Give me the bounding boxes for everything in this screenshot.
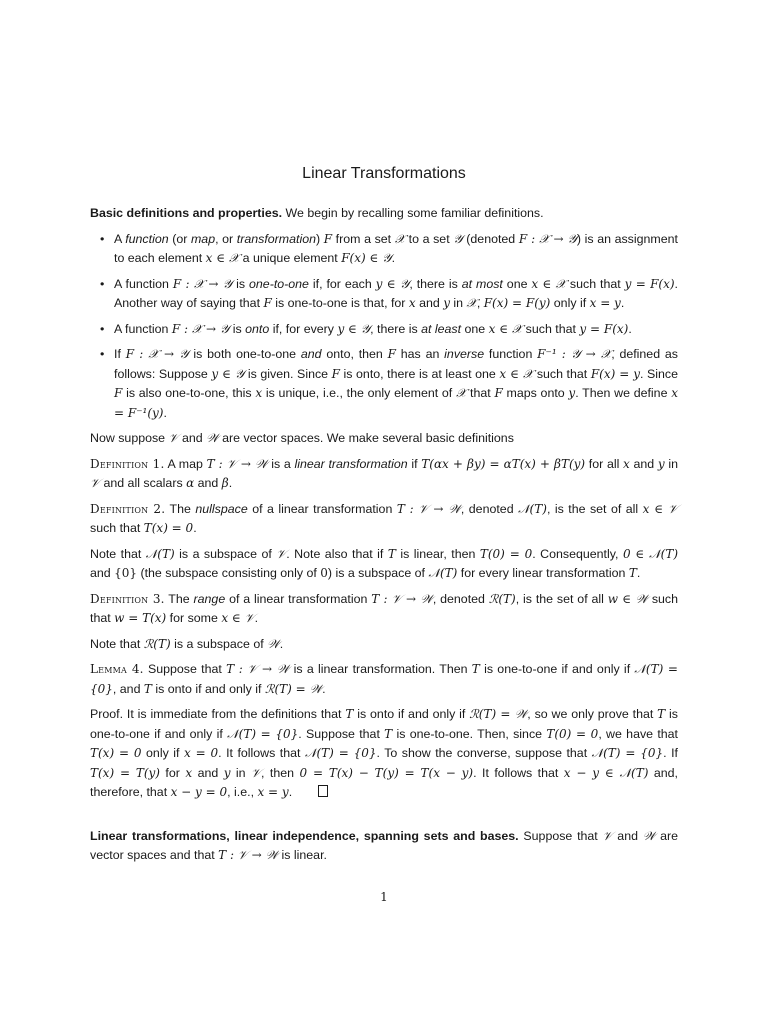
math: x = F⁻¹(y) bbox=[114, 386, 678, 420]
text: , denoted bbox=[460, 501, 519, 516]
text: . bbox=[322, 681, 326, 696]
math: x ∈ 𝒳 bbox=[531, 276, 566, 291]
math: F bbox=[323, 231, 333, 246]
text: only if bbox=[141, 746, 184, 760]
text: Note that bbox=[90, 636, 144, 651]
math: 𝒱 bbox=[251, 765, 262, 780]
text: is onto if and only if bbox=[353, 707, 470, 721]
text: is one-to-one. Then, since bbox=[392, 726, 547, 741]
text: . Another way of saying that bbox=[114, 276, 678, 310]
defined-term: range bbox=[193, 591, 226, 606]
math: 𝒲 bbox=[642, 828, 656, 843]
math: 𝒳 bbox=[394, 231, 406, 246]
math: T : 𝒱 → 𝒲 bbox=[396, 501, 461, 516]
bullet-marker: • bbox=[100, 276, 105, 291]
math: x − y = 0 bbox=[170, 785, 228, 799]
math: ℛ(T) bbox=[143, 636, 171, 651]
math: F bbox=[114, 386, 123, 400]
math: T : 𝒱 → 𝒲 bbox=[371, 591, 433, 606]
text: . Suppose that bbox=[298, 726, 385, 741]
math: x bbox=[185, 765, 193, 780]
math: T(0) = 0 bbox=[546, 726, 599, 741]
math: 𝒩(T) = {0} bbox=[591, 746, 664, 760]
math: T : 𝒱 → 𝒲 bbox=[218, 848, 279, 862]
emphasis: inverse bbox=[444, 347, 485, 361]
math: 𝒩(T) = {0} bbox=[227, 726, 299, 741]
note-range bbox=[90, 635, 678, 655]
text: . Since bbox=[640, 366, 679, 381]
math: y = F(x) bbox=[624, 276, 675, 291]
text: (the subspace consisting only of bbox=[137, 566, 321, 580]
text: and bbox=[194, 476, 222, 490]
text: A function bbox=[114, 321, 172, 336]
text: Suppose that bbox=[518, 828, 603, 843]
text: Note that bbox=[90, 546, 146, 561]
math: T bbox=[471, 662, 480, 676]
text: if bbox=[407, 456, 422, 471]
definition-3 bbox=[90, 590, 678, 629]
text: is onto, there is at least one bbox=[339, 366, 500, 381]
text: . bbox=[254, 611, 259, 625]
math: F bbox=[494, 386, 503, 400]
math: F(x) ∈ 𝒴 bbox=[341, 251, 392, 265]
text: is unique, i.e., the only element of bbox=[262, 386, 456, 400]
text: of a linear transformation bbox=[247, 501, 397, 516]
text: , then bbox=[261, 765, 300, 780]
text: if, for every bbox=[269, 321, 338, 336]
document-page bbox=[90, 0, 678, 1024]
text: A function bbox=[114, 276, 173, 291]
bullet-inverse-definition bbox=[100, 345, 679, 423]
math: x = 0 bbox=[183, 746, 219, 760]
math: 0 ∈ 𝒩(T) bbox=[622, 546, 679, 561]
text: is a bbox=[267, 456, 295, 471]
math: T bbox=[657, 707, 666, 721]
section-heading-linear-independence: Linear transformations, linear independence, spanning sets and bases. bbox=[90, 828, 519, 843]
math: T bbox=[143, 681, 152, 696]
text: only if bbox=[550, 296, 590, 310]
math: x ∈ 𝒱 bbox=[642, 501, 678, 516]
text: . Consequently, bbox=[532, 546, 623, 561]
text: one bbox=[502, 276, 532, 291]
page-number: 1 bbox=[380, 890, 388, 904]
text: If bbox=[114, 347, 126, 361]
math: α bbox=[186, 476, 195, 490]
text: . If bbox=[663, 746, 678, 760]
defined-term: nullspace bbox=[195, 501, 248, 516]
defined-term: linear transformation bbox=[294, 456, 408, 471]
math: 𝒱 bbox=[90, 476, 100, 490]
qed-square-icon bbox=[318, 785, 328, 797]
bullet-marker: • bbox=[100, 347, 105, 361]
definition-2 bbox=[90, 500, 678, 539]
math: T(αx + βy) = αT(x) + βT(y) bbox=[421, 456, 586, 471]
math: 𝒲 bbox=[267, 636, 280, 651]
math: y = F(x) bbox=[579, 321, 629, 336]
section-heading-basic-definitions: Basic definitions and properties. bbox=[90, 206, 283, 220]
bullet-marker: • bbox=[100, 321, 105, 336]
section-basic-definitions-intro bbox=[90, 204, 678, 224]
math: x bbox=[255, 386, 263, 400]
math: F : 𝒳 → 𝒴 bbox=[172, 276, 233, 291]
math: x ∈ 𝒳 bbox=[205, 251, 240, 265]
text: The bbox=[165, 501, 196, 516]
text: in bbox=[449, 296, 467, 310]
text: . Note also that if bbox=[286, 546, 388, 561]
math: y ∈ 𝒴 bbox=[375, 276, 410, 291]
math: T bbox=[345, 707, 354, 721]
math: y bbox=[657, 456, 665, 471]
emphasis: map bbox=[190, 231, 216, 246]
emphasis: at least bbox=[421, 321, 462, 336]
text: is linear, then bbox=[395, 546, 480, 561]
text: function bbox=[484, 347, 538, 361]
math: β bbox=[221, 476, 229, 490]
text: , so we only prove that bbox=[527, 707, 658, 721]
section-intro-text: We begin by recalling some familiar definitions. bbox=[282, 206, 544, 220]
section-linear-independence bbox=[90, 827, 678, 866]
text: such that bbox=[90, 521, 144, 535]
text: . To show the converse, suppose that bbox=[376, 746, 592, 760]
text: one bbox=[461, 321, 489, 336]
math: F bbox=[331, 366, 340, 381]
text: such that bbox=[90, 591, 678, 625]
math: y bbox=[443, 296, 450, 310]
text: . bbox=[391, 251, 396, 265]
bullet-marker: • bbox=[100, 231, 105, 246]
text: are vector spaces. We make several basic definitions bbox=[218, 431, 514, 445]
math: F : 𝒳 → 𝒴 bbox=[125, 347, 189, 361]
math: y ∈ 𝒴 bbox=[337, 321, 371, 336]
math: x ∈ 𝒱 bbox=[221, 611, 255, 625]
document-body bbox=[90, 204, 678, 872]
text: , there is bbox=[409, 276, 462, 291]
text: . It follows that bbox=[218, 746, 305, 760]
math: F : 𝒳 → 𝒴 bbox=[171, 321, 230, 336]
math: y bbox=[568, 386, 576, 400]
math: 𝒱 bbox=[168, 431, 179, 445]
math: 𝒩(T) bbox=[428, 566, 458, 580]
math: T : 𝒱 → 𝒲 bbox=[206, 456, 268, 471]
text: A map bbox=[164, 456, 207, 471]
math: T bbox=[384, 726, 393, 741]
text: and bbox=[192, 765, 224, 780]
text: of a linear transformation bbox=[225, 591, 372, 606]
text: , and bbox=[112, 681, 144, 696]
text: onto, then bbox=[321, 347, 388, 361]
text: maps onto bbox=[502, 386, 569, 400]
text: Now suppose bbox=[90, 431, 169, 445]
lemma-4 bbox=[90, 660, 678, 699]
text: is given. Since bbox=[244, 366, 332, 381]
text: . bbox=[288, 785, 293, 799]
math: x bbox=[408, 296, 416, 310]
text: , we have that bbox=[598, 726, 678, 741]
text: A bbox=[114, 231, 126, 246]
text: (or bbox=[168, 231, 191, 246]
vector-spaces-paragraph bbox=[90, 429, 678, 449]
math: F(x) = y bbox=[590, 366, 640, 381]
math: T(x) = T(y) bbox=[90, 765, 160, 780]
math: F : 𝒳 → 𝒴 bbox=[518, 231, 577, 246]
bullet-onto-definition bbox=[100, 320, 678, 340]
text: for some bbox=[166, 611, 222, 625]
section-spacer bbox=[90, 809, 678, 827]
text: and, therefore, that bbox=[90, 765, 679, 799]
text: is one-to-one if and only if bbox=[90, 707, 678, 741]
text: , there is bbox=[370, 321, 422, 336]
emphasis: onto bbox=[245, 321, 270, 336]
text: , i.e., bbox=[227, 785, 258, 799]
text: a unique element bbox=[239, 251, 342, 265]
text: . bbox=[193, 521, 197, 535]
math: w ∈ 𝒲 bbox=[607, 591, 648, 606]
text: , defined as follows: Suppose bbox=[114, 347, 678, 381]
text: and bbox=[90, 566, 115, 580]
math: 𝒱 bbox=[276, 546, 287, 561]
math: F bbox=[387, 347, 396, 361]
math: 𝒩(T) bbox=[145, 546, 175, 561]
text: has an bbox=[395, 347, 445, 361]
math: x ∈ 𝒳 bbox=[499, 366, 534, 381]
text: from a set bbox=[332, 231, 395, 246]
math: T(x) = 0 bbox=[90, 746, 142, 760]
bullet-function-definition bbox=[100, 230, 678, 269]
definition-label: Definition 3. bbox=[90, 591, 165, 606]
text: is a subspace of bbox=[174, 546, 277, 561]
math: x = y bbox=[589, 296, 621, 310]
math: T(0) = 0 bbox=[479, 546, 533, 561]
math: 𝒩(T) = {0} bbox=[90, 662, 678, 696]
math: 𝒳 bbox=[455, 386, 467, 400]
emphasis: at most bbox=[461, 276, 503, 291]
math: F bbox=[263, 296, 272, 310]
math: x bbox=[623, 456, 630, 471]
math: F⁻¹ : 𝒴 → 𝒳 bbox=[537, 347, 612, 361]
text: for all bbox=[585, 456, 624, 471]
text: is a linear transformation. Then bbox=[289, 662, 472, 676]
text: that bbox=[466, 386, 495, 400]
text: such that bbox=[522, 321, 580, 336]
text: and bbox=[415, 296, 444, 310]
bullet-one-to-one-definition bbox=[100, 275, 678, 314]
emphasis: and bbox=[300, 347, 322, 361]
definition-1 bbox=[90, 455, 678, 494]
math: y bbox=[223, 765, 231, 780]
text: is one-to-one if and only if bbox=[479, 662, 635, 676]
math: w = T(x) bbox=[114, 611, 167, 625]
text: . bbox=[279, 636, 284, 651]
text: , or bbox=[215, 231, 237, 246]
text: ) is an assignment to each element bbox=[114, 231, 678, 265]
text: is both one-to-one bbox=[188, 347, 301, 361]
text: Proof. It is immediate from the definitions that bbox=[90, 707, 346, 721]
text: for bbox=[159, 765, 186, 780]
text: The bbox=[164, 591, 194, 606]
math: F(x) = F(y) bbox=[483, 296, 551, 310]
emphasis: function bbox=[125, 231, 169, 246]
text: , denoted bbox=[432, 591, 489, 606]
math: 𝒱 bbox=[602, 828, 613, 843]
proof-lemma-4 bbox=[90, 705, 678, 803]
text: is bbox=[229, 321, 246, 336]
emphasis: transformation bbox=[236, 231, 316, 246]
note-nullspace bbox=[90, 545, 678, 584]
text: is bbox=[232, 276, 250, 291]
math: ℛ(T) bbox=[488, 591, 516, 606]
text: and bbox=[178, 431, 207, 445]
text: . It follows that bbox=[473, 765, 564, 780]
definition-label: Definition 1. bbox=[90, 456, 165, 471]
text: . bbox=[163, 405, 167, 420]
text: (denoted bbox=[462, 231, 519, 246]
text: such that bbox=[533, 366, 591, 381]
math: 0 bbox=[320, 566, 328, 580]
text: in bbox=[230, 765, 252, 780]
math: {0} bbox=[114, 566, 138, 580]
math: T : 𝒱 → 𝒲 bbox=[226, 662, 290, 676]
text: is onto if and only if bbox=[151, 681, 265, 696]
text: is linear. bbox=[278, 848, 327, 862]
text: . bbox=[228, 476, 233, 490]
math: ℛ(T) = 𝒲 bbox=[264, 681, 323, 696]
math: T bbox=[628, 566, 637, 580]
text: is one-to-one is that, for bbox=[271, 296, 409, 310]
text: such that bbox=[566, 276, 625, 291]
math: 𝒴 bbox=[453, 231, 463, 246]
text: , is the set of all bbox=[515, 591, 608, 606]
text: if, for each bbox=[308, 276, 376, 291]
text: is a subspace of bbox=[170, 636, 268, 651]
document-title: Linear Transformations bbox=[302, 165, 466, 182]
text: , bbox=[476, 296, 484, 310]
text: to a set bbox=[405, 231, 454, 246]
text: , is the set of all bbox=[546, 501, 643, 516]
math: T(x) = 0 bbox=[143, 521, 194, 535]
text: is also one-to-one, this bbox=[122, 386, 256, 400]
text: for every linear transformation bbox=[457, 566, 629, 580]
text: . bbox=[620, 296, 625, 310]
text: in bbox=[664, 456, 679, 471]
definition-label: Definition 2. bbox=[90, 501, 166, 516]
math: 𝒳 bbox=[466, 296, 477, 310]
text: Suppose that bbox=[143, 662, 227, 676]
text: ) is a subspace of bbox=[327, 566, 429, 580]
math: 𝒲 bbox=[206, 431, 219, 445]
math: T bbox=[387, 546, 396, 561]
text: ) bbox=[315, 231, 324, 246]
definition-bullet-list bbox=[90, 230, 678, 424]
math: x − y ∈ 𝒩(T) bbox=[563, 765, 649, 780]
text: and all scalars bbox=[100, 476, 187, 490]
math: ℛ(T) = 𝒲 bbox=[469, 707, 528, 721]
lemma-label: Lemma 4. bbox=[90, 662, 144, 676]
text: and bbox=[629, 456, 658, 471]
text: . bbox=[636, 566, 641, 580]
math: x ∈ 𝒳 bbox=[488, 321, 523, 336]
math: 𝒩(T) bbox=[518, 501, 547, 516]
math: x = y bbox=[257, 785, 289, 799]
text: are vector spaces and that bbox=[90, 828, 679, 862]
text: and bbox=[612, 828, 643, 843]
math: y ∈ 𝒴 bbox=[211, 366, 245, 381]
math: 0 = T(x) − T(y) = T(x − y) bbox=[299, 765, 474, 780]
text: . Then we define bbox=[575, 386, 672, 400]
math: 𝒩(T) = {0} bbox=[304, 746, 377, 760]
text: . bbox=[628, 321, 632, 336]
emphasis: one-to-one bbox=[249, 276, 309, 291]
